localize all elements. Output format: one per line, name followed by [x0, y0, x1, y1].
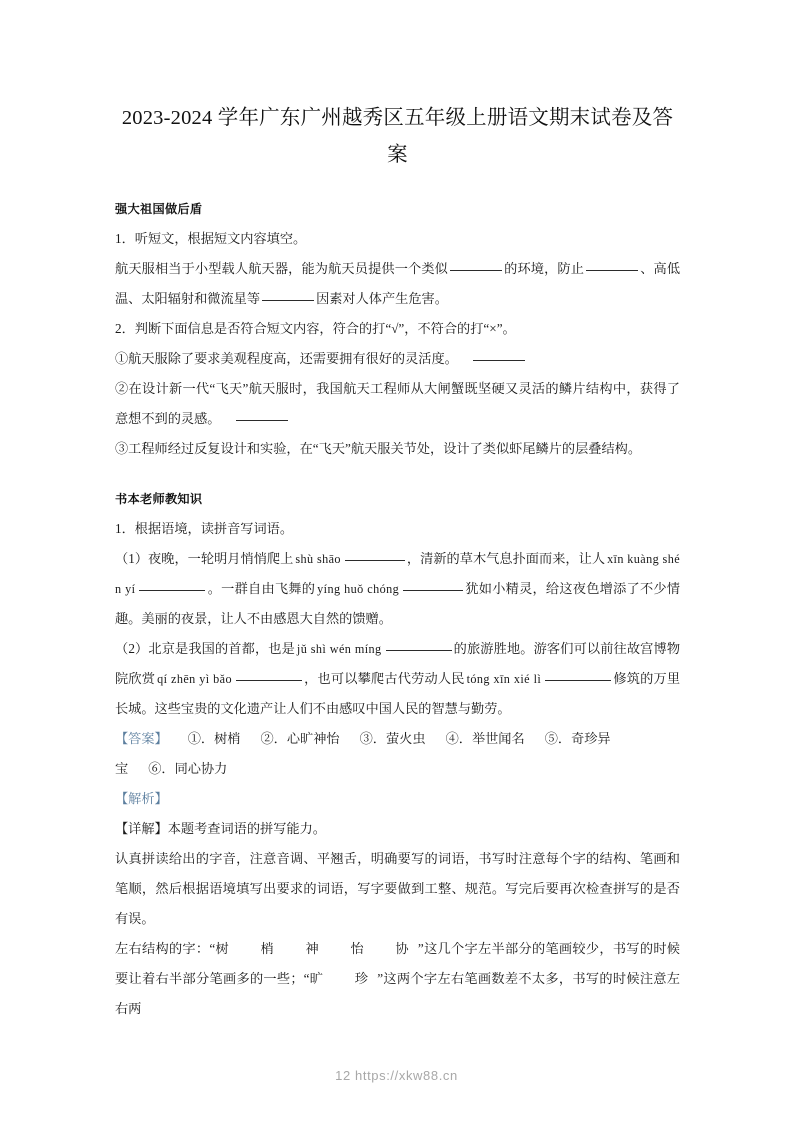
sub1-blank-3[interactable]: [403, 590, 463, 591]
answer-item-1: [188, 731, 241, 746]
answer-item-5-head: [545, 731, 611, 746]
question-2-item-1: [115, 344, 680, 374]
answer-label: 【答案】: [115, 731, 168, 746]
para2-text-c: ”这两个字左右笔画数差不太多，书写的时候注意左右两: [115, 971, 680, 1016]
sub1-text-a: （1）夜晚，一轮明月悄悄爬上: [115, 551, 294, 566]
q2-item1-text: ①航天服除了要求美观程度高，还需要拥有很好的灵活度。: [115, 351, 458, 366]
sub2-text-a: （2）北京是我国的首都，也是: [115, 641, 295, 656]
q2-item2-text: ②在设计新一代“飞天”航天服时，我国航天工程师从大闸蟹既坚硬又灵活的鳞片结构中，获得了意想不到的灵感。: [115, 381, 680, 426]
question-2-item-2: [115, 374, 680, 434]
q2-blank-2[interactable]: [236, 420, 288, 421]
sub2-blank-3[interactable]: [545, 680, 611, 681]
answer-item-5-text-part2: 宝: [115, 761, 129, 776]
analysis-paragraph-2: [115, 934, 680, 1024]
answer-item-3-num: ③．: [359, 731, 386, 746]
q1-text-a: 航天服相当于小型载人航天器，能为航天员提供一个类似: [115, 261, 448, 276]
q1-blank-2[interactable]: [586, 270, 638, 271]
answer-row-2: [115, 754, 680, 784]
answer-item-2-text: 心旷神怡: [286, 731, 340, 746]
answer-item-2-num: ②．: [260, 731, 287, 746]
page-footer: 12 https://xkw88.cn: [335, 1068, 458, 1083]
page-title: 2023-2024 学年广东广州越秀区五年级上册语文期末试卷及答案: [121, 107, 674, 166]
q1-blank-3[interactable]: [262, 300, 314, 301]
para2-chars-group-2: 旷 珍: [309, 971, 378, 986]
question-2-stem: 2．判断下面信息是否符合短文内容，符合的打“√”，不符合的打“×”。: [115, 321, 516, 336]
answer-row-1: [115, 724, 680, 754]
analysis-row: [115, 784, 680, 814]
pinyin-tong-xin-xie-li: tóng xīn xié lì: [466, 672, 542, 686]
answer-item-1-text: 树梢: [214, 731, 241, 746]
answer-item-4-num: ④．: [445, 731, 472, 746]
detail-text: 本题考查词语的拼写能力。: [167, 821, 326, 836]
section2-sub-question-2: [115, 634, 680, 724]
answer-item-6-num: ⑥．: [148, 761, 175, 776]
sub2-text-c: ，也可以攀爬古代劳动人民: [303, 671, 465, 686]
pinyin-qi-zhen-yi-bao: qí zhēn yì bǎo: [157, 672, 232, 686]
sub2-blank-1[interactable]: [386, 650, 452, 651]
sub1-text-d: 犹如小精灵，给这夜色增添了不少情趣。美丽的夜景，让人不由感恩大自然的馈赠。: [115, 581, 680, 626]
answer-item-3: [360, 731, 426, 746]
analysis-label: 【解析】: [115, 791, 168, 806]
page-content: [115, 0, 680, 1024]
analysis-paragraph-1: 认真拼读给出的字音，注意音调、平翘舌，明确要写的词语，书写时注意每个字的结构、笔画和笔顺，然后根据语境填写出要求的词语，写字要做到工整、规范。写完后要再次检查拼写的是否有误。: [115, 851, 680, 926]
answer-item-3-text: 萤火虫: [386, 731, 426, 746]
sub1-text-b: ，清新的草木气息扑面而来，让人: [406, 551, 606, 566]
sub2-blank-2[interactable]: [236, 680, 302, 681]
answer-item-1-num: ①．: [187, 731, 215, 746]
q2-blank-1[interactable]: [473, 360, 525, 361]
q1-text-b: 的环境，防止: [504, 261, 585, 276]
q1-text-c: 、高低温、太阳辐射和微流星等: [115, 261, 681, 306]
pinyin-xin-kuang-shen-yi: xīn kuàng shén yí: [115, 552, 681, 596]
answer-item-5-text-part1: 奇珍异: [571, 731, 611, 746]
section-heading-textbook-knowledge: 书本老师教知识: [115, 492, 203, 506]
question-2-item-3: ③工程师经过反复设计和实验，在“飞天”航天服关节处，设计了类似虾尾鳞片的层叠结构。: [115, 441, 642, 456]
section2-sub-question-1: [115, 544, 680, 634]
pinyin-shu-shao: shù shāo: [295, 552, 341, 566]
answer-item-6-text: 同心协力: [174, 761, 228, 776]
section-heading-strong-motherland: 强大祖国做后盾: [115, 202, 203, 216]
sub1-blank-1[interactable]: [345, 560, 405, 561]
answer-item-6: [148, 761, 227, 776]
sub1-blank-2[interactable]: [139, 590, 205, 591]
para2-chars-group-1: 树 梢 神 怡 协: [215, 941, 418, 956]
question-1-stem: 1．听短文，根据短文内容填空。: [115, 231, 307, 246]
answer-item-4-text: 举世闻名: [471, 731, 525, 746]
answer-item-2: [261, 731, 340, 746]
sub2-text-d: 修筑的万里长城。这些宝贵的文化遗产让人们不由感叹中国人民的智慧与勤劳。: [115, 671, 681, 716]
sub2-text-b: 的旅游胜地。游客们可以前往故宫博物院欣赏: [115, 641, 681, 686]
question-1-passage: [115, 254, 680, 314]
q1-text-d: 因素对人体产生危害。: [316, 291, 448, 306]
answer-item-4: [446, 731, 525, 746]
detail-row: [115, 814, 680, 844]
q1-blank-1[interactable]: [450, 270, 502, 271]
para2-text-b: ”这几个字左半部分的笔画较少，书写的时候要让着右半部分笔画多的一些；“: [115, 941, 680, 986]
pinyin-ying-huo-chong: yíng huǒ chóng: [317, 582, 400, 596]
section2-question-1-stem: 1．根据语境，读拼音写词语。: [115, 521, 294, 536]
para2-text-a: 左右结构的字：“: [115, 941, 216, 956]
sub1-text-c: 。一群自由飞舞的: [207, 581, 316, 596]
detail-label: 【详解】: [115, 821, 168, 836]
pinyin-ju-shi-wen-ming: jǔ shì wén míng: [296, 642, 382, 656]
answer-item-5-num: ⑤．: [544, 731, 572, 746]
